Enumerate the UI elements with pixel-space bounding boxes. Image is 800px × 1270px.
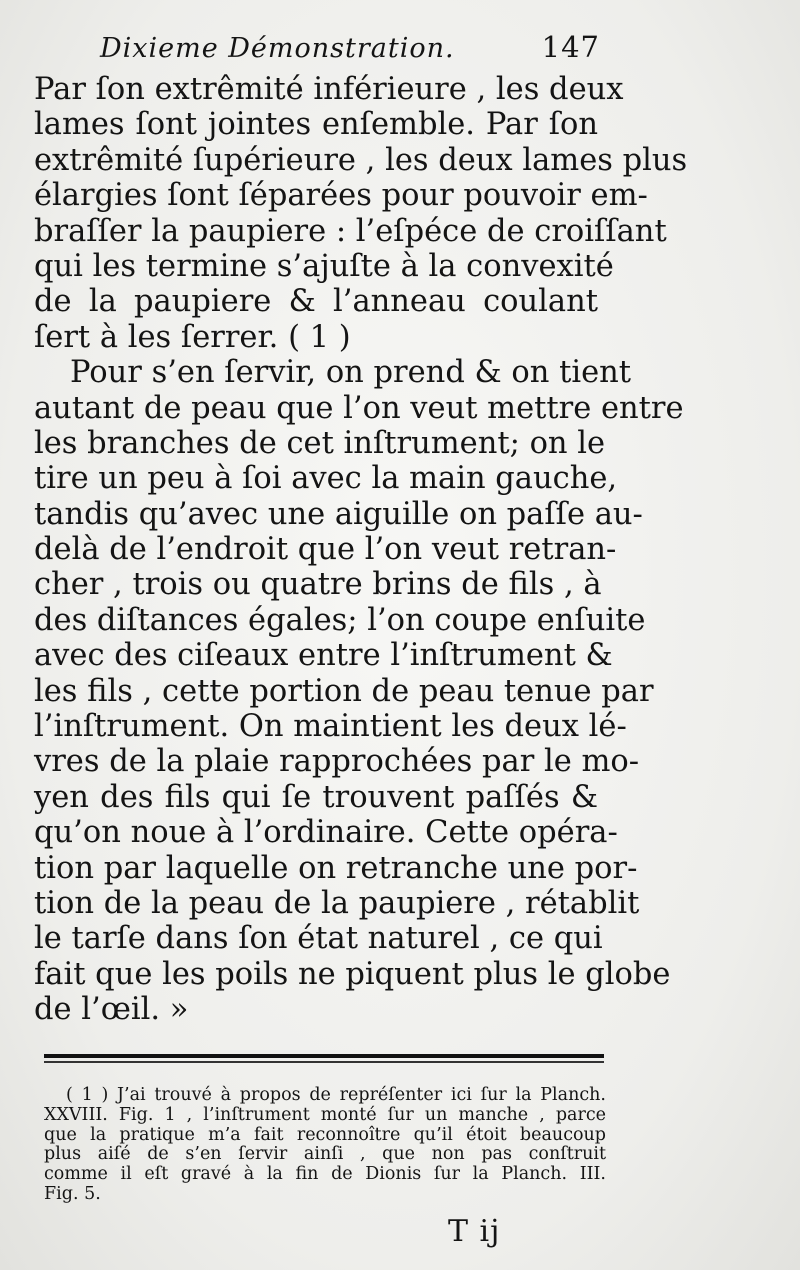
text-line: tion de la peau de la paupiere , rétablit — [34, 885, 640, 921]
footnote — [44, 1086, 606, 1205]
footnote-line: XXVIII. Fig. 1 , l’inſtrument monté ſur un manche , parce — [44, 1104, 606, 1125]
text-line: autant de peau que l’on veut mettre entre — [34, 390, 684, 426]
text-line: vres de la plaie rapprochées par le mo- — [34, 744, 640, 780]
footnote-line: comme il eſt gravé à la fin de Dionis ſur la Planch. III. — [44, 1164, 606, 1185]
text-line: les fils , cette portion de peau tenue par — [34, 673, 654, 709]
text-line: lames ſont jointes enſemble. Par ſon — [34, 107, 598, 143]
text-line: extrêmité ſupérieure , les deux lames plus — [34, 142, 688, 178]
text-line: tion par laquelle on retranche une por- — [34, 850, 638, 886]
text-line: qui les termine s’ajuſte à la convexité — [34, 248, 614, 284]
footnote-line: que la pratique m’a fait reconnoître qu’il étoit beaucoup — [44, 1124, 606, 1145]
text-line: qu’on noue à l’ordinaire. Cette opéra- — [34, 815, 618, 851]
footnote-line: plus aiſé de s’en ſervir ainſi , que non pas conſtruit — [44, 1144, 606, 1165]
text-line: fait que les poils ne piquent plus le globe — [34, 956, 671, 992]
running-title: Dixieme Démonstration. — [100, 33, 455, 64]
text-line: les branches de cet inſtrument; on le — [34, 425, 606, 461]
text-line: élargies ſont ſéparées pour pouvoir em- — [34, 178, 648, 214]
text-line: Pour s’en ſervir, on prend & on tient — [70, 355, 632, 391]
footnote-line: Fig. 5. — [44, 1183, 101, 1204]
text-line: cher , trois ou quatre brins de fils , à — [34, 567, 602, 603]
text-line: l’inſtrument. On maintient les deux lé- — [34, 709, 627, 745]
text-line: tandis qu’avec une aiguille on paſſe au- — [34, 496, 643, 532]
text-line: Par ſon extrêmité inférieure , les deux — [34, 72, 624, 107]
text-line: avec des ciſeaux entre l’inſtrument & — [34, 638, 613, 674]
text-line: le tarſe dans ſon état naturel , ce qui — [34, 921, 603, 957]
text-line: delà de l’endroit que l’on veut retran- — [34, 532, 617, 568]
page-number: 147 — [541, 30, 600, 64]
text-line: de l’œil. » — [34, 992, 189, 1028]
text-line: ſert à les ſerrer. ( 1 ) — [34, 319, 351, 355]
text-line: de la paupiere & l’anneau coulant — [34, 284, 598, 320]
text-line: tire un peu à ſoi avec la main gauche, — [34, 461, 618, 497]
signature-mark: T ij — [448, 1214, 501, 1249]
footnote-line: ( 1 ) J’ai trouvé à propos de repréſenter ici ſur la Planch. — [66, 1085, 606, 1105]
footnote-divider — [44, 1054, 604, 1063]
text-line: des diſtances égales; l’on coupe enſuite — [34, 602, 646, 638]
main-text — [34, 72, 688, 1028]
text-line: braſſer la paupiere : l’eſpéce de croiſſant — [34, 213, 667, 249]
running-header — [100, 30, 600, 64]
text-line: yen des fils qui ſe trouvent paſſés & — [34, 779, 598, 815]
